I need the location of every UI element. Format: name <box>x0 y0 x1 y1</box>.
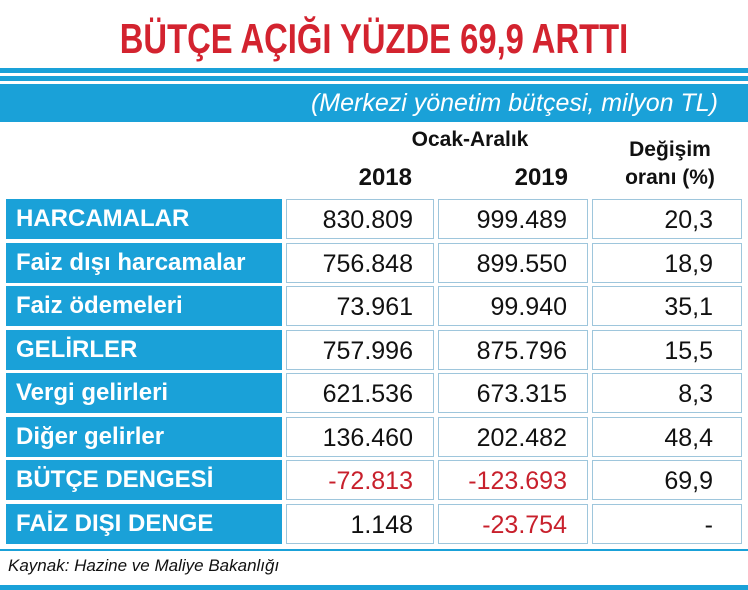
source-note: Kaynak: Hazine ve Maliye Bakanlığı <box>8 556 280 575</box>
change-rate: 18,9 <box>592 243 742 283</box>
value-2019: 202.482 <box>438 417 588 457</box>
row-label: Vergi gelirleri <box>6 373 282 413</box>
row-label: Faiz ödemeleri <box>6 286 282 326</box>
value-2018: 1.148 <box>286 504 434 544</box>
value-2018: 621.536 <box>286 373 434 413</box>
change-rate: 20,3 <box>592 199 742 239</box>
table-row <box>6 286 742 326</box>
bottom-bar <box>0 585 748 590</box>
value-2018: 830.809 <box>286 199 434 239</box>
value-2019: 875.796 <box>438 330 588 370</box>
table-row <box>6 460 742 500</box>
header-stripe-middle <box>0 76 748 81</box>
table-row <box>6 373 742 413</box>
value-2019: 899.550 <box>438 243 588 283</box>
row-label: GELİRLER <box>6 330 282 370</box>
year-2019-header: 2019 <box>514 164 568 191</box>
table-row <box>6 417 742 457</box>
value-2019: -23.754 <box>438 504 588 544</box>
value-2019: 999.489 <box>438 199 588 239</box>
value-2018: -72.813 <box>286 460 434 500</box>
change-rate-header <box>600 136 740 192</box>
value-2018: 757.996 <box>286 330 434 370</box>
value-2019: 99.940 <box>438 286 588 326</box>
table-row <box>6 504 742 544</box>
period-header: Ocak-Aralık <box>411 128 529 151</box>
row-label: BÜTÇE DENGESİ <box>6 460 282 500</box>
change-rate-header-line2: oranı (%) <box>625 166 715 189</box>
change-rate: 69,9 <box>592 460 742 500</box>
value-2019: 673.315 <box>438 373 588 413</box>
table-row <box>6 330 742 370</box>
page-title: BÜTÇE AÇIĞI YÜZDE 69,9 ARTTI <box>119 15 629 62</box>
change-rate: - <box>592 504 742 544</box>
table-row <box>6 199 742 239</box>
row-label: FAİZ DIŞI DENGE <box>6 504 282 544</box>
subtitle: (Merkezi yönetim bütçesi, milyon TL) <box>310 89 718 117</box>
change-rate: 15,5 <box>592 330 742 370</box>
header-stripe-top <box>0 68 748 73</box>
value-2018: 136.460 <box>286 417 434 457</box>
source-divider <box>0 549 748 551</box>
row-label: HARCAMALAR <box>6 199 282 239</box>
value-2019: -123.693 <box>438 460 588 500</box>
change-rate: 35,1 <box>592 286 742 326</box>
value-2018: 73.961 <box>286 286 434 326</box>
year-2018-header: 2018 <box>358 164 412 191</box>
change-rate: 8,3 <box>592 373 742 413</box>
row-label: Diğer gelirler <box>6 417 282 457</box>
change-rate-header-line1: Değişim <box>629 138 711 161</box>
value-2018: 756.848 <box>286 243 434 283</box>
change-rate: 48,4 <box>592 417 742 457</box>
row-label: Faiz dışı harcamalar <box>6 243 282 283</box>
table-row <box>6 243 742 283</box>
